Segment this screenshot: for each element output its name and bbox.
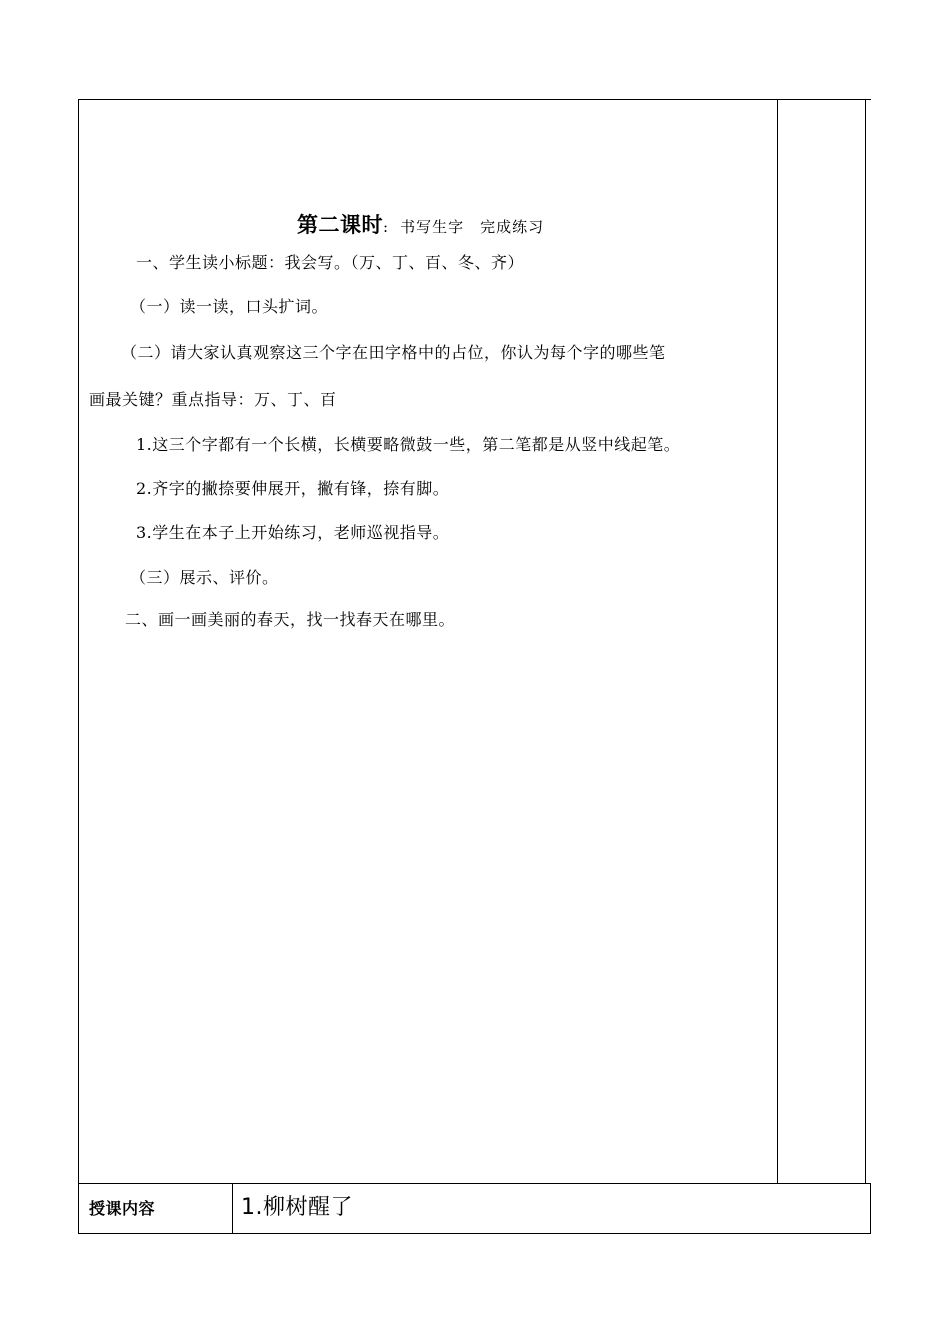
column-divider-main bbox=[777, 99, 778, 1183]
lesson-line: 画最关键？重点指导：万、丁、百 bbox=[89, 390, 337, 409]
lesson-line: 1.这三个字都有一个长横，长横要略微鼓一些，第二笔都是从竖中线起笔。 bbox=[136, 435, 681, 454]
lesson-title-main: 第二课时 bbox=[297, 213, 383, 237]
table-left-border bbox=[78, 99, 79, 1234]
lesson-title-sub: 书写生字 完成练习 bbox=[400, 218, 545, 236]
lesson-title-colon: : bbox=[383, 218, 389, 236]
lesson-title bbox=[297, 212, 544, 238]
lesson-line: （三）展示、评价。 bbox=[130, 568, 279, 587]
footer-cell-divider bbox=[232, 1183, 233, 1234]
teaching-content-value: 1.柳树醒了 bbox=[241, 1195, 353, 1220]
lesson-line: 2.齐字的撇捺要伸展开，撇有锋，捺有脚。 bbox=[136, 479, 450, 498]
lesson-line: 一、学生读小标题：我会写。（万、丁、百、冬、齐） bbox=[136, 253, 525, 272]
teaching-content-label: 授课内容 bbox=[89, 1199, 156, 1218]
column-divider-right bbox=[865, 99, 866, 1183]
row-divider bbox=[78, 1183, 871, 1184]
lesson-line: （二）请大家认真观察这三个字在田字格中的占位，你认为每个字的哪些笔 bbox=[121, 343, 666, 362]
lesson-line: 二、画一画美丽的春天，找一找春天在哪里。 bbox=[125, 610, 456, 629]
table-top-border bbox=[78, 99, 871, 100]
lesson-line: （一）读一读，口头扩词。 bbox=[130, 297, 329, 316]
table-right-border bbox=[870, 1183, 871, 1234]
table-bottom-border bbox=[78, 1233, 871, 1234]
lesson-line: 3.学生在本子上开始练习，老师巡视指导。 bbox=[136, 523, 450, 542]
